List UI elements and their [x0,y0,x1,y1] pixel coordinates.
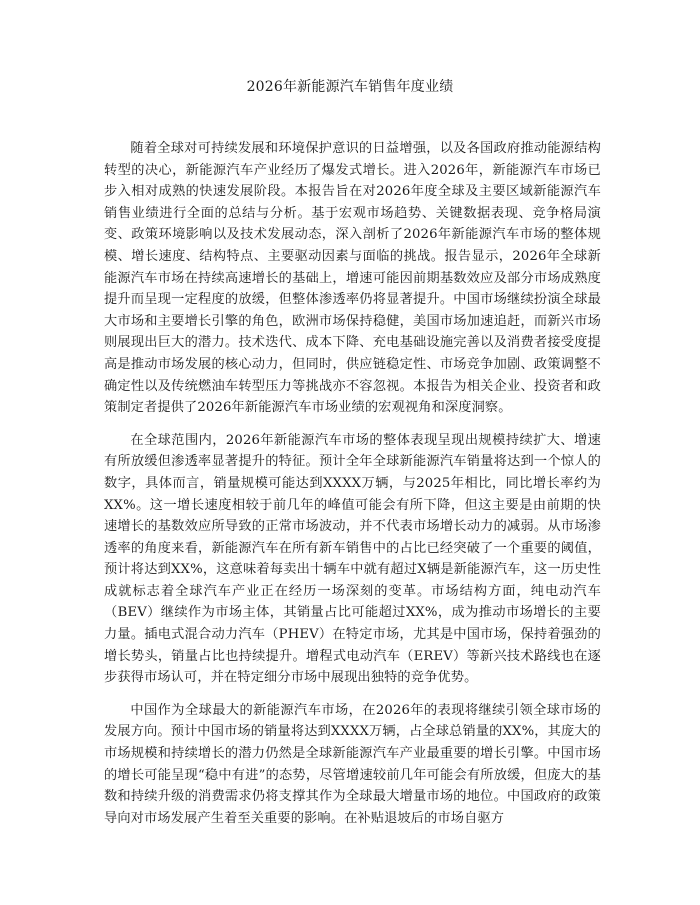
document-body [104,138,601,840]
document-title: 2026年新能源汽车销售年度业绩 [246,79,454,95]
paragraph-china-market: 中国作为全球最大的新能源汽车市场，在2026年的表现将继续引领全球市场的发展方向。预计中国市场的销量将达到XXXX万辆，占全球总销量的XX%，其庞大的市场规模和持续增长的潜力仍然是全球新能源汽车产业最重要的增长引擎。中国市场的增长可能呈现“稳中有进”的态势，尽管增速较前几年可能会有所放缓，但庞大的基数和持续升级的消费需求仍将支撑其作为全球最大增量市场的地位。中国政府的政策导向对市场发展产生着至关重要的影响。在补贴退坡后的市场自驱方 [104,702,601,826]
paragraph-global-market: 在全球范围内，2026年新能源汽车市场的整体表现呈现出规模持续扩大、增速有所放缓但渗透率显著提升的特征。预计全年全球新能源汽车销量将达到一个惊人的数字，具体而言，销量规模可能达到XXXX万辆，与2025年相比，同比增长率约为XX%。这一增长速度相较于前几年的峰值可能会有所下降，但这主要是由前期的快速增长的基数效应所导致的正常市场波动，并不代表市场增长动力的减弱。从市场渗透率的角度来看，新能源汽车在所有新车销售中的占比已经突破了一个重要的阈值，预计将达到XX%，这意味着每卖出十辆车中就有超过X辆是新能源汽车，这一历史性成就标志着全球汽车产业正在经历一场深刻的变革。市场结构方面，纯电动汽车（BEV）继续作为市场主体，其销量占比可能超过XX%，成为推动市场增长的主要力量。插电式混合动力汽车（PHEV）在特定市场，尤其是中国市场，保持着强劲的增长势头，销量占比也持续提升。增程式电动汽车（EREV）等新兴技术路线也在逐步获得市场认可，并在特定细分市场中展现出独特的竞争优势。 [104,432,601,686]
paragraph-intro: 随着全球对可持续发展和环境保护意识的日益增强，以及各国政府推动能源结构转型的决心，新能源汽车产业经历了爆发式增长。进入2026年，新能源汽车市场已步入相对成熟的快速发展阶段。本报告旨在对2026年度全球及主要区域新能源汽车销售业绩进行全面的总结与分析。基于宏观市场趋势、关键数据表现、竞争格局演变、政策环境影响以及技术发展动态，深入剖析了2026年新能源汽车市场的整体规模、增长速度、结构特点、主要驱动因素与面临的挑战。报告显示，2026年全球新能源汽车市场在持续高速增长的基础上，增速可能因前期基数效应及部分市场成熟度提升而呈现一定程度的放缓，但整体渗透率仍将显著提升。中国市场继续扮演全球最大市场和主要增长引擎的角色，欧洲市场保持稳健，美国市场加速追赶，而新兴市场则展现出巨大的潜力。技术迭代、成本下降、充电基础设施完善以及消费者接受度提高是推动市场发展的核心动力，但同时，供应链稳定性、市场竞争加剧、政策调整不确定性以及传统燃油车转型压力等挑战亦不容忽视。本报告为相关企业、投资者和政策制定者提供了2026年新能源汽车市场业绩的宏观视角和深度洞察。 [104,141,601,416]
